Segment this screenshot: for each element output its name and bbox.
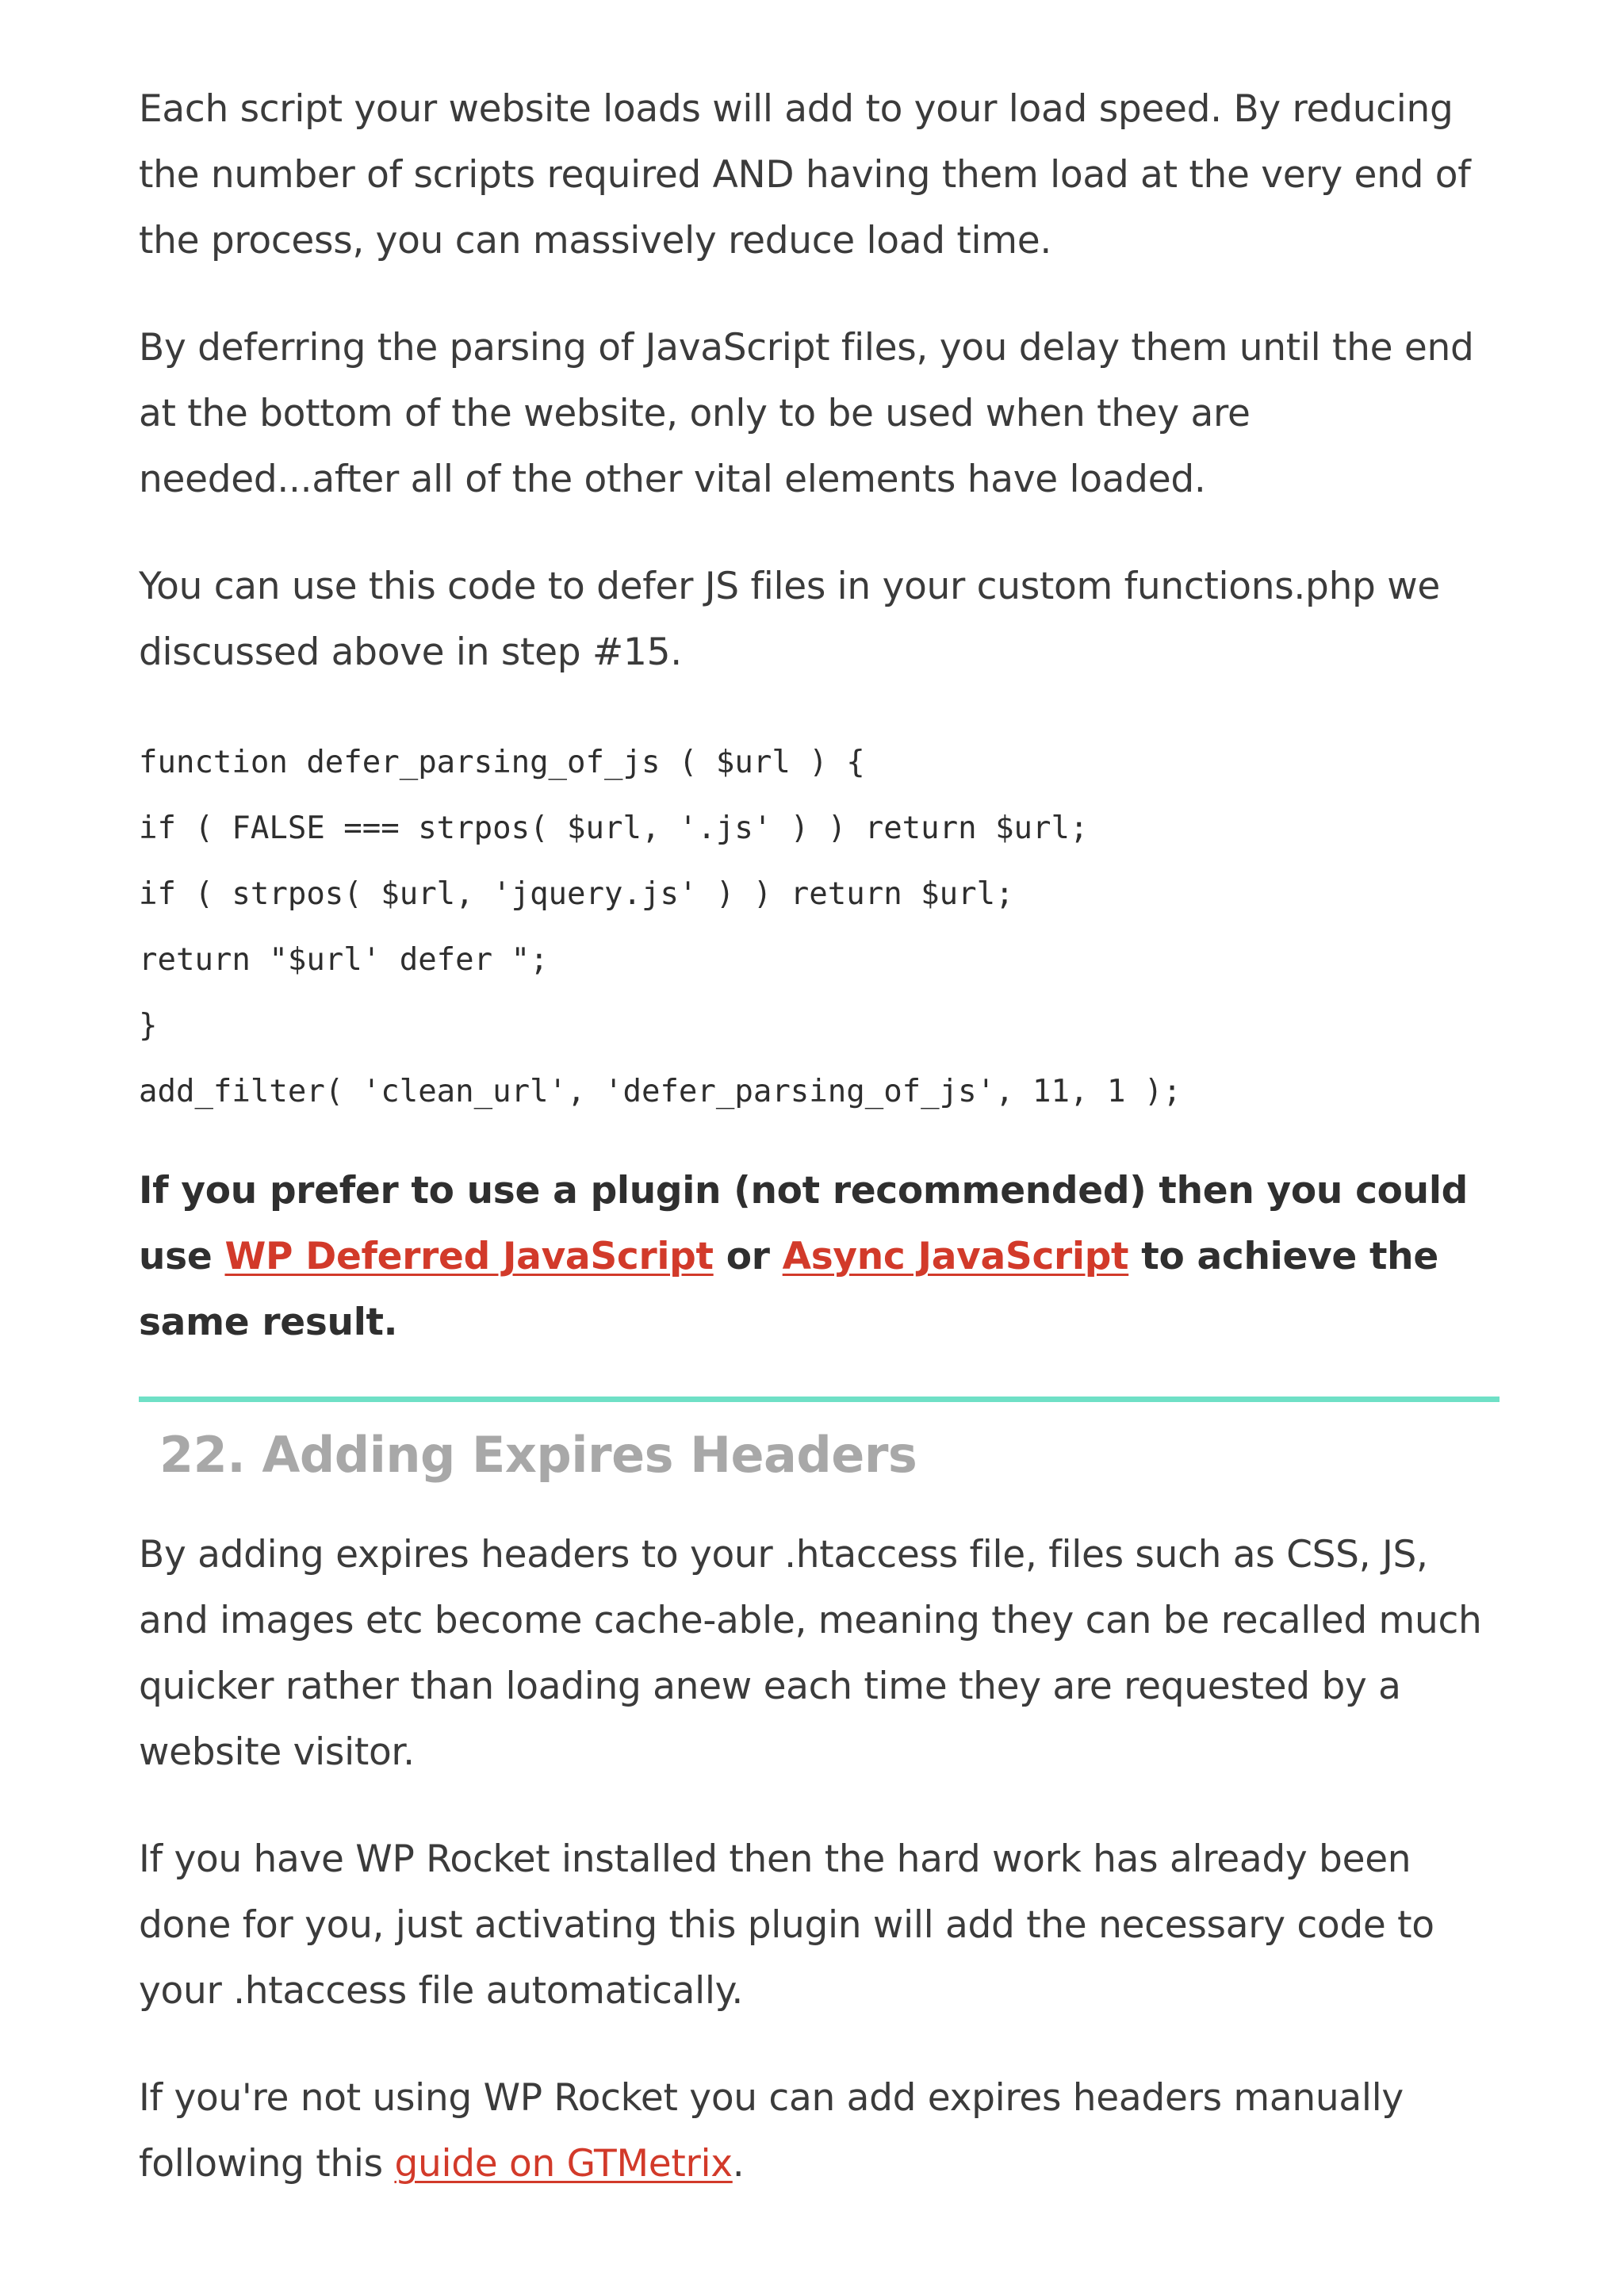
final-paragraph-prefix: If you're not using WP Rocket you can add expires headers manually following this (139, 2076, 1404, 2186)
code-line: function defer_parsing_of_js ( $url ) { (139, 745, 865, 780)
async-javascript-link[interactable]: Async JavaScript (782, 1235, 1129, 1278)
plugin-note-prefix: If you prefer to use a plugin (not recommended) then you could use (139, 1169, 1468, 1278)
code-line: if ( FALSE === strpos( $url, '.js' ) ) return $url; (139, 810, 1089, 846)
paragraph-script-load: Each script your website loads will add to your load speed. By reducing the number of scripts required AND having them load at the very end of the process, you can massively reduce load time. (139, 87, 1471, 262)
section-divider (139, 1397, 1500, 1402)
section-heading: 22. Adding Expires Headers (159, 1426, 917, 1484)
article-content (139, 76, 1503, 2197)
plugin-note-suffix: to achieve the same result. (139, 1235, 1438, 1344)
plugin-recommendation (139, 1158, 1503, 1355)
paragraph-gtmetrix (139, 2065, 1503, 2197)
plugin-note-middle: or (713, 1235, 783, 1278)
code-line: if ( strpos( $url, 'jquery.js' ) ) return $url; (139, 876, 1014, 912)
code-block (139, 730, 1503, 1125)
wp-deferred-javascript-link[interactable]: WP Deferred JavaScript (224, 1235, 714, 1278)
paragraph-code-intro: You can use this code to defer JS files in your custom functions.php we discussed above in step #15. (139, 565, 1440, 674)
code-line: } (139, 1008, 158, 1044)
gtmetrix-guide-link[interactable]: guide on GTMetrix (394, 2142, 733, 2186)
final-paragraph-suffix: . (732, 2142, 745, 2186)
code-line: add_filter( 'clean_url', 'defer_parsing_of_js', 11, 1 ); (139, 1074, 1182, 1109)
paragraph-wp-rocket: If you have WP Rocket installed then the hard work has already been done for you, just activating this plugin will add the necessary code to your .htaccess file automatically. (139, 1837, 1434, 2013)
paragraph-expires-headers: By adding expires headers to your .htaccess file, files such as CSS, JS, and images etc become cache-able, meaning they can be recalled much quicker rather than loading anew each time they are requested by a website visitor. (139, 1533, 1482, 1774)
code-line: return "$url' defer "; (139, 942, 549, 978)
paragraph-deferring: By deferring the parsing of JavaScript files, you delay them until the end at the bottom of the website, only to be used when they are needed...after all of the other vital elements have loaded. (139, 326, 1474, 501)
